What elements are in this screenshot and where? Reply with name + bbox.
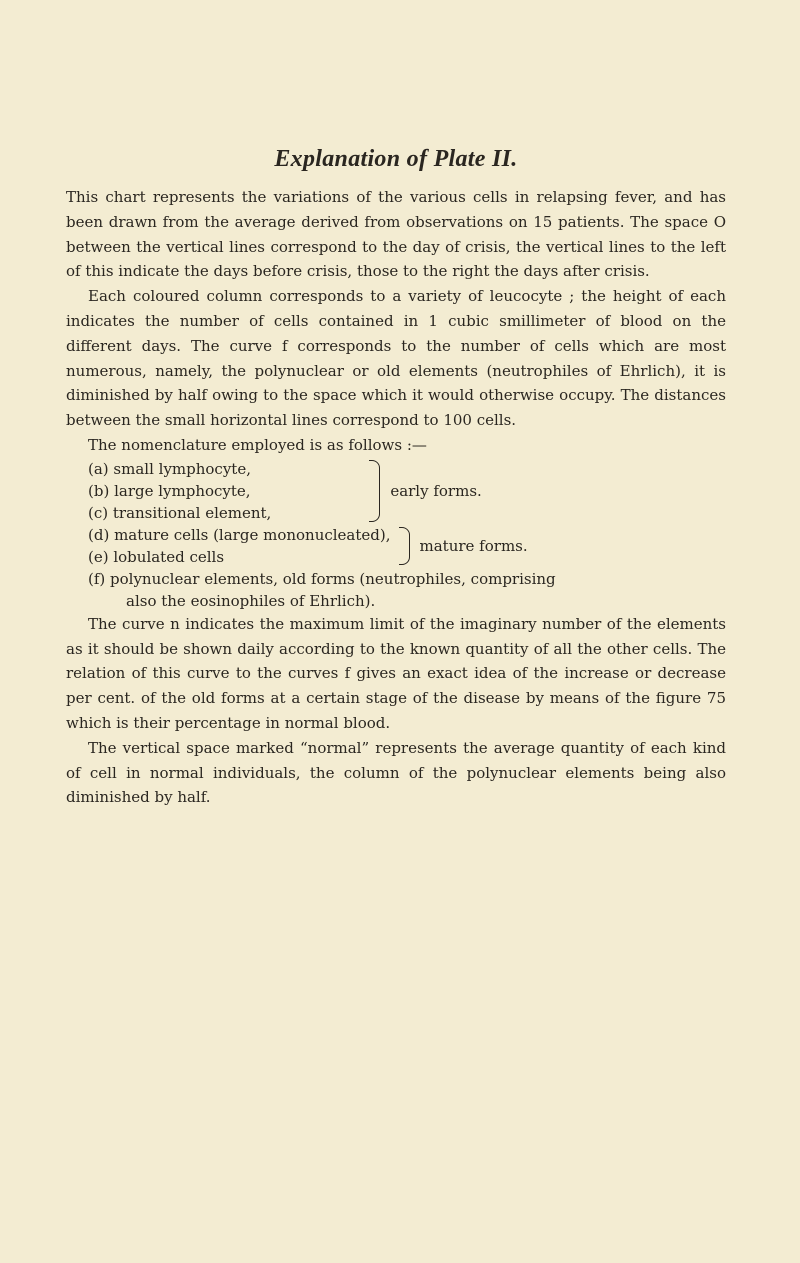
early-forms-list	[88, 458, 271, 524]
early-forms-label: early forms.	[390, 481, 482, 500]
mature-forms-label: mature forms.	[419, 536, 528, 555]
brace-early	[369, 460, 380, 522]
nomenclature-item-f-continuation: also the eosinophiles of Ehrlich).	[126, 591, 376, 610]
paragraph-normal-space: The vertical space marked “normal” represents the average quantity of each kind of cell in normal individuals, the column of the polynuclear elements being also diminished by half.	[66, 738, 726, 807]
nomenclature-item-a: (a) small lymphocyte,	[88, 459, 251, 478]
paragraph-chart-description: This chart represents the variations of the various cells in relapsing fever, and has been drawn from the average derived from observations on 15 patients. The space O between the vertical lines correspond to the day of crisis, the vertical lines to the left of this indicate the days before crisis, those to the right the days after crisis.	[66, 188, 726, 281]
nomenclature-item-f	[66, 568, 726, 612]
brace-mature	[399, 527, 410, 565]
nomenclature-item-f-text: (f) polynuclear elements, old forms (neutrophiles, comprising	[88, 569, 556, 588]
page-title: Explanation of Plate II.	[274, 146, 518, 172]
mature-forms-list	[88, 524, 391, 568]
paragraph-curve-n: The curve n indicates the maximum limit of the imaginary number of the elements as it should be shown daily according to the known quantity of all the other cells. The relation of this curve to the curves f gives an exact idea of the increase or decrease per cent. of the old forms at a certain stage of the disease by means of the figure 75 which is their percentage in normal blood.	[66, 614, 726, 732]
nomenclature-item-d: (d) mature cells (large mononucleated),	[88, 525, 391, 544]
early-forms-group	[66, 458, 726, 524]
nomenclature-item-c: (c) transitional element,	[88, 503, 272, 522]
nomenclature-item-b: (b) large lymphocyte,	[88, 481, 251, 500]
paragraph-columns-description: Each coloured column corresponds to a variety of leucocyte ; the height of each indicates the number of cells contained in 1 cubic smillimeter of blood on the different days. The curve f corresponds to the number of cells which are most numerous, namely, the polynuclear or old elements (neutrophiles of Ehrlich), it is diminished by half owing to the space which it would otherwise occupy. The distances between the small horizontal lines correspond to 100 cells.	[66, 287, 726, 430]
nomenclature-intro: The nomenclature employed is as follows :—	[88, 435, 427, 454]
page	[66, 146, 726, 810]
mature-forms-group	[66, 524, 726, 568]
nomenclature-item-e: (e) lobulated cells	[88, 547, 225, 566]
